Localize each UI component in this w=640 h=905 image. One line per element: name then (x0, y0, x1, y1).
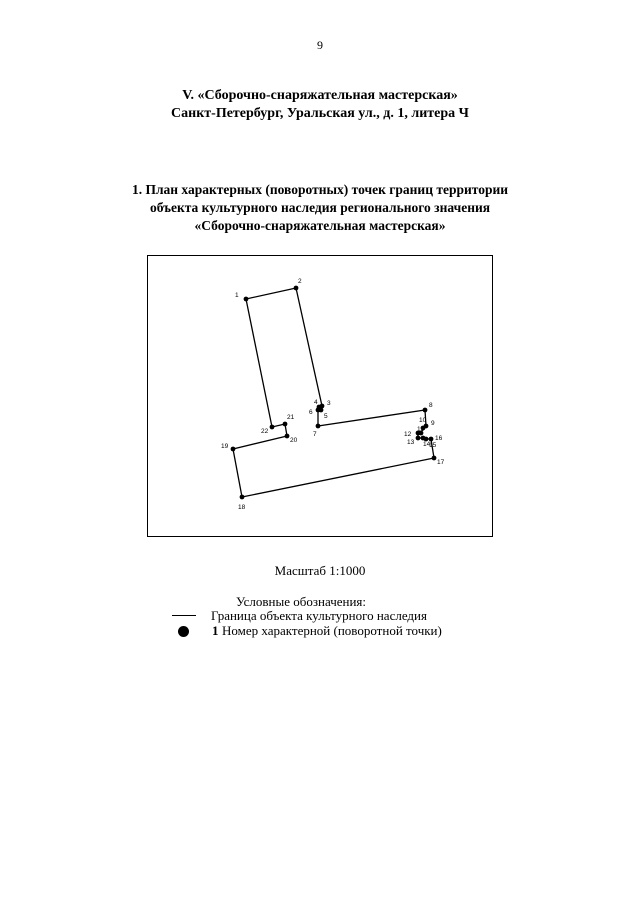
boundary-point-18 (240, 495, 245, 500)
section-heading-line-2: объекта культурного наследия регионального значения (149, 200, 491, 215)
boundary-point-label-15: 15 (429, 442, 437, 449)
legend-title: Условные обозначения: (236, 594, 367, 609)
boundary-point-1 (244, 297, 249, 302)
boundary-point-label-8: 8 (429, 402, 433, 409)
boundary-point-label-7: 7 (313, 431, 317, 438)
boundary-point-20 (285, 434, 290, 439)
boundary-point-label-18: 18 (238, 504, 246, 511)
legend-boundary-line-text: Граница объекта культурного наследия (211, 608, 427, 623)
title-line-1: V. «Сборочно-снаряжательная мастерская» (182, 88, 458, 103)
boundary-point-label-11: 11 (417, 426, 424, 433)
boundary-point-label-16: 16 (435, 435, 443, 442)
legend-point-symbol (178, 626, 189, 637)
boundary-point-label-3: 3 (327, 400, 331, 407)
boundary-plan (147, 255, 493, 537)
boundary-point-label-19: 19 (221, 443, 229, 450)
boundary-point-label-1: 1 (235, 292, 239, 299)
page-number: 9 (317, 38, 323, 52)
boundary-point-label-22: 22 (261, 428, 269, 435)
boundary-point-21 (283, 422, 288, 427)
boundary-point-label-2: 2 (298, 278, 302, 285)
boundary-point-label-14: 14 (423, 441, 431, 448)
boundary-point-13 (416, 436, 421, 441)
section-heading-line-1: 1. План характерных (поворотных) точек границ территории (131, 182, 509, 197)
boundary-point-label-10: 10 (419, 417, 427, 424)
boundary-point-22 (270, 425, 275, 430)
title-line-2: Санкт-Петербург, Уральская ул., д. 1, литера Ч (171, 106, 469, 121)
boundary-point-6 (316, 408, 321, 413)
legend-point-text: Номер характерной (поворотной точки) (222, 623, 442, 638)
legend-boundary-line-symbol (172, 615, 196, 616)
boundary-point-label-17: 17 (437, 459, 445, 466)
boundary-point-8 (423, 408, 428, 413)
boundary-plan-drawing (148, 256, 494, 538)
boundary-point-label-12: 12 (404, 431, 412, 438)
boundary-point-label-5: 5 (324, 413, 328, 420)
boundary-point-label-21: 21 (287, 414, 295, 421)
boundary-point-label-13: 13 (407, 439, 415, 446)
boundary-point-label-20: 20 (290, 437, 298, 444)
boundary-point-17 (432, 456, 437, 461)
boundary-point-label-9: 9 (431, 420, 435, 427)
boundary-point-7 (316, 424, 321, 429)
boundary-line (233, 288, 434, 497)
boundary-point-19 (231, 447, 236, 452)
boundary-point-label-6: 6 (309, 409, 313, 416)
scale-label: Масштаб 1:1000 (274, 563, 366, 578)
boundary-point-2 (294, 286, 299, 291)
boundary-point-label-4: 4 (314, 399, 318, 406)
section-heading-line-3: «Сборочно-снаряжательная мастерская» (194, 218, 446, 233)
legend-point-number: 1 (212, 623, 219, 638)
